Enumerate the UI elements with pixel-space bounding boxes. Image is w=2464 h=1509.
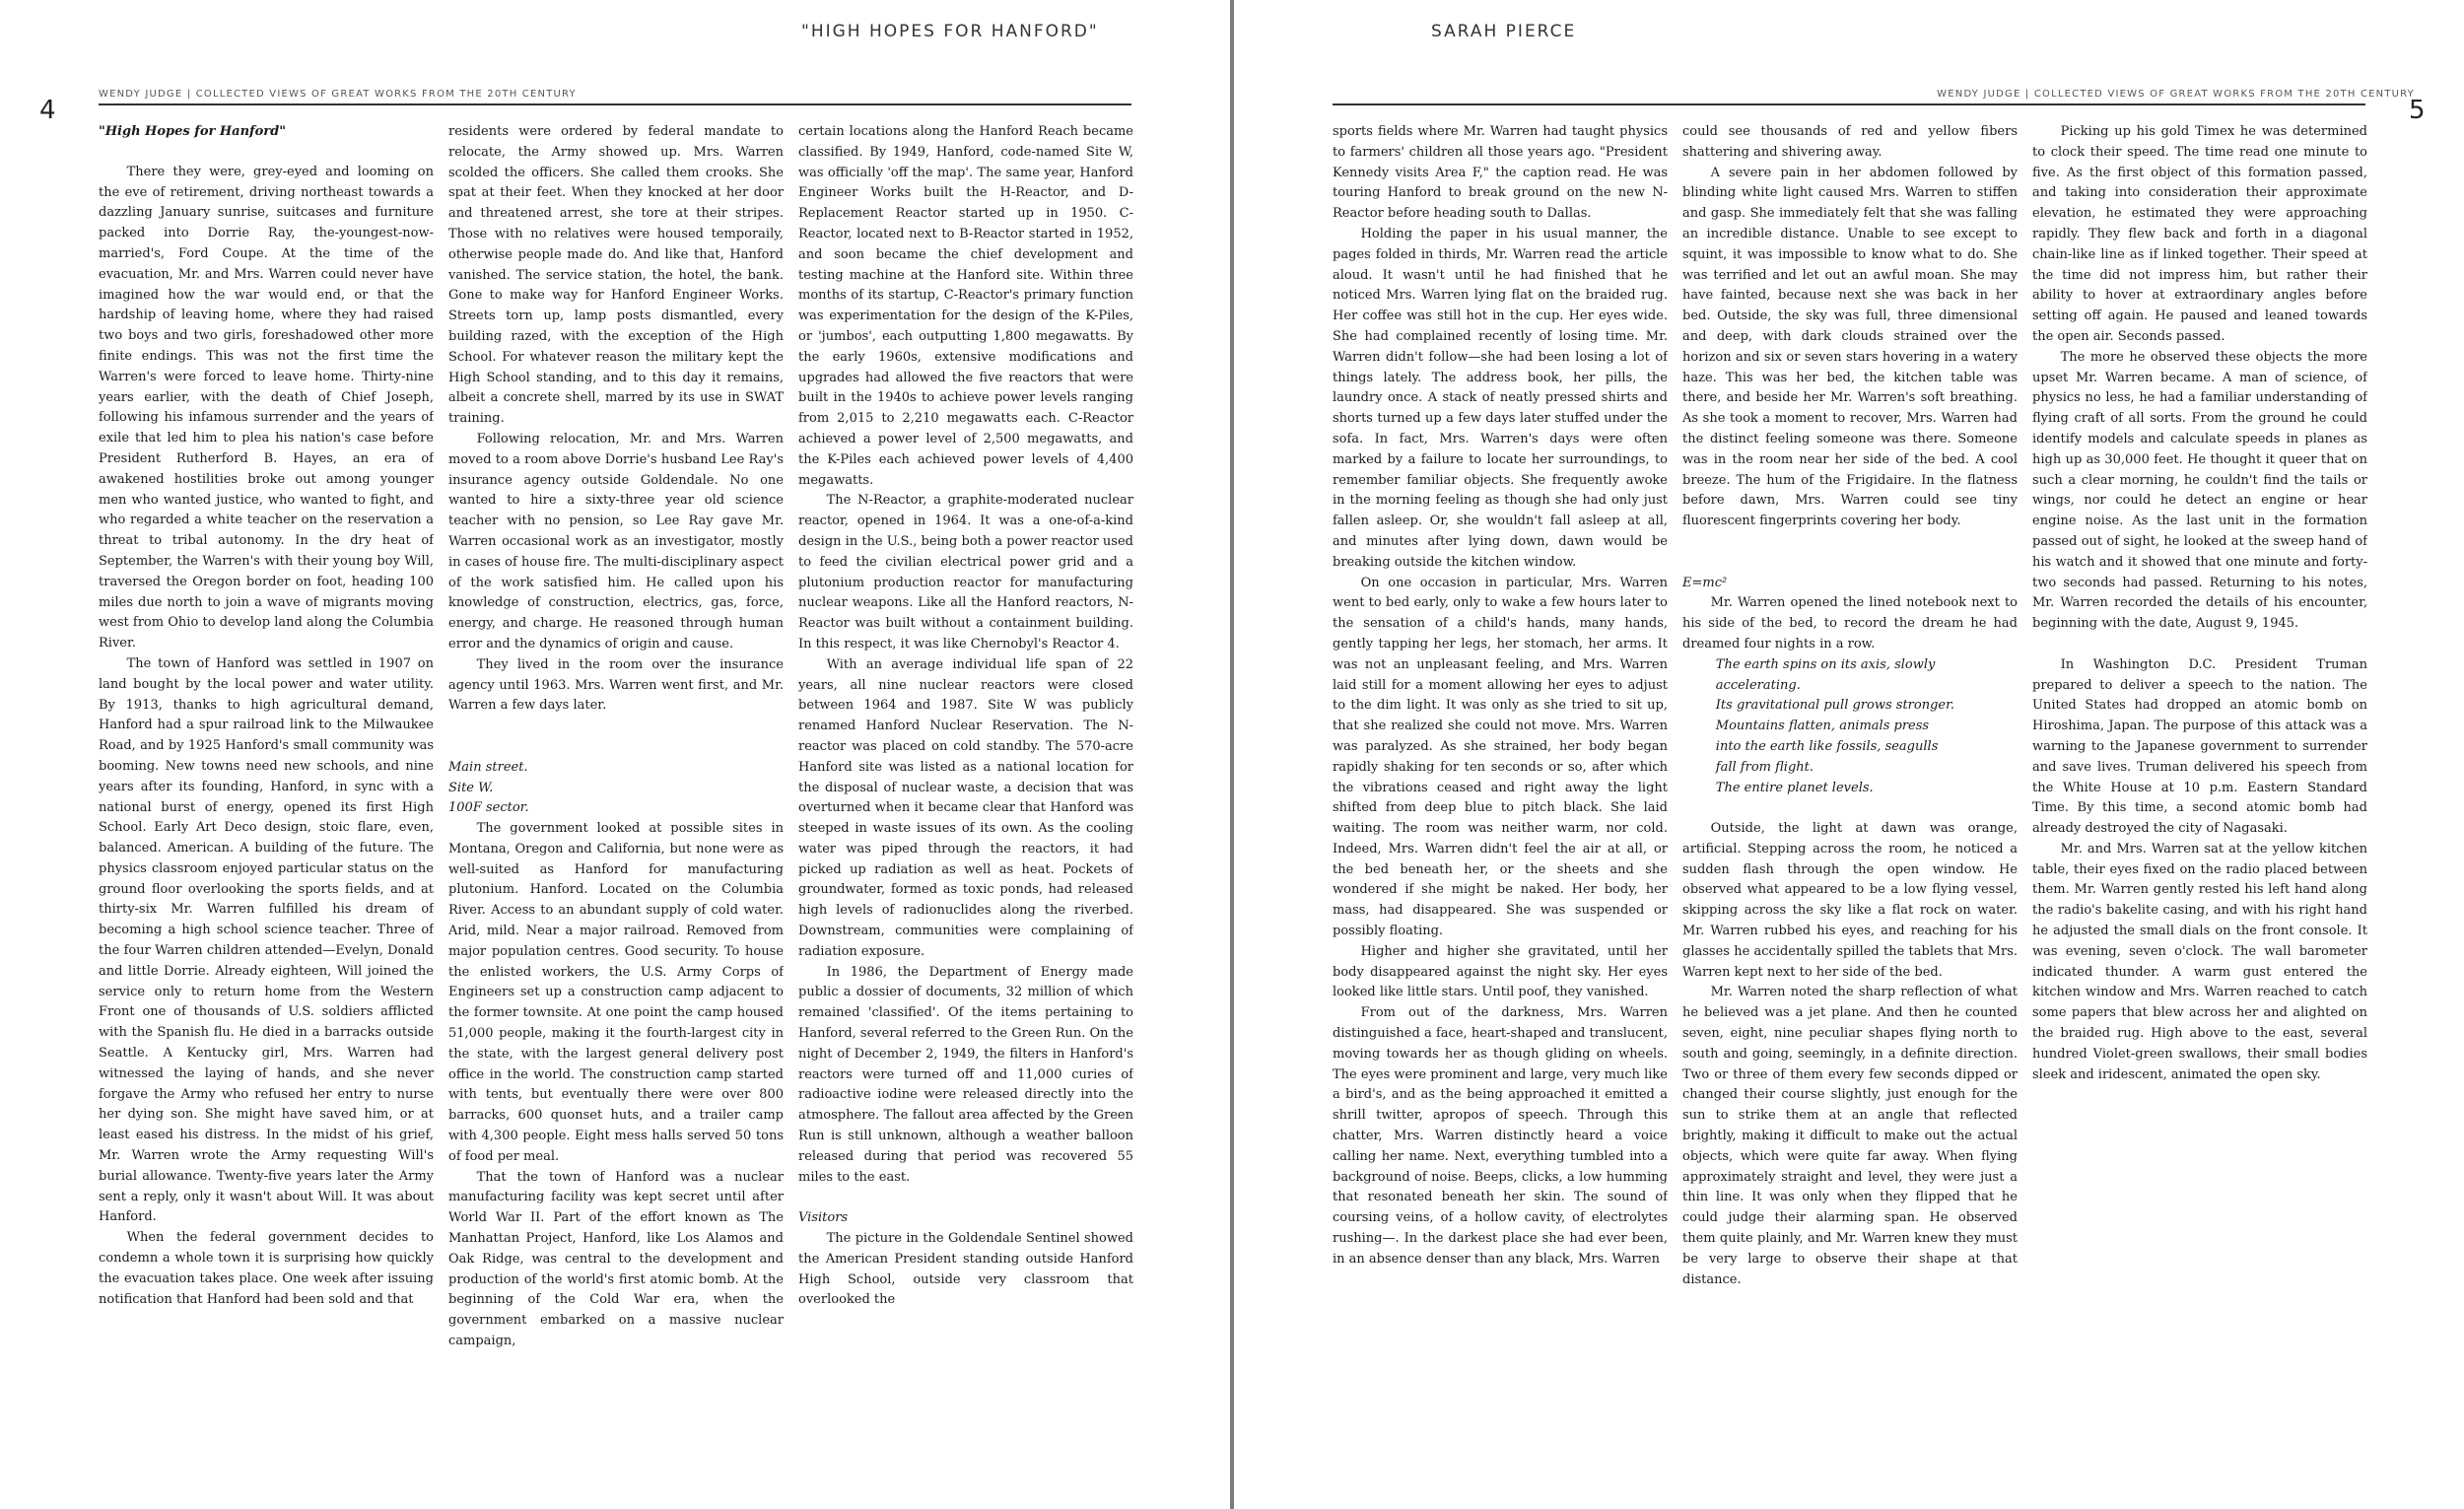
paragraph: certain locations along the Hanford Reach became classified. By 1949, Hanford, code-named Site W, was officially 'off the map'. The same year, Hanford Engineer Works built the H-Reactor, and D-Replacement Reactor started up in 1950. C-Reactor, located next to B-Reactor started in 1952, and soon became the chief development and testing machine at the Hanford site. Within three months of its startup, C-Reactor's primary function was experimentation for the design of the K-Piles, or 'jumbos', each outputting 1,800 megawatts. By the early 1960s, extensive modifications and upgrades had allowed the five reactors that were built in the 1940s to achieve power levels ranging from 2,015 to 2,210 megawatts each. C-Reactor achieved a power level of 2,500 megawatts, and the K-Piles each achieved power levels of 4,400 megawatts. — [798, 124, 1133, 488]
paragraph: That the town of Hanford was a nuclear manufacturing facility was kept secret until after World War II. Part of the effort known as The Manhattan Project, Hanford, like Los Alamos and Oak Ridge, was central to the development and production of the world's first atomic bomb. At the beginning of the Cold War era, when the government embarked on a massive nuclear campaign, — [448, 1169, 784, 1349]
paragraph: residents were ordered by federal mandate to relocate, the Army showed up. Mrs. Warren scolded the officers. She called them crooks. She spat at their feet. When they knocked at her door and threatened arrest, she tore at their stripes. Those with no relatives were housed temporaily, otherwise people made do. And like that, Hanford vanished. The service station, the hotel, the bank. Gone to make way for Hanford Engineer Works. Streets torn up, lamp posts dismantled, every building razed, with the exception of the High School. For whatever reason the military kept the High School standing, and to this day it remains, albeit a concrete shell, marred by its use in SWAT training. — [448, 124, 784, 427]
text-column-1 — [1333, 122, 1668, 1394]
poem-line: Its gravitational pull grows stronger. — [1715, 698, 1955, 714]
section-label: Visitors — [798, 1210, 849, 1226]
text-column-1 — [99, 122, 434, 1394]
running-head: SARAH PIERCE — [1431, 22, 1577, 41]
spacer — [1682, 553, 2018, 574]
paragraph: The picture in the Goldendale Sentinel showed the American President standing outside Hanford High School, outside very classroom that overlooked the — [798, 1231, 1133, 1308]
section-label: E=mc² — [1682, 575, 1728, 590]
paragraph: sports fields where Mr. Warren had taught physics to farmers' children all those years ago. "President Kennedy visits Area F," the caption read. He was touring Hanford to break ground on the new N-Reactor before heading south to Dallas. — [1333, 124, 1668, 222]
paragraph: The N-Reactor, a graphite-moderated nuclear reactor, opened in 1964. It was a one-of-a-kind design in the U.S., being both a power reactor used to feed the civilian electrical power grid and a plutonium production reactor for manufacturing nuclear weapons. Like all the Hanford reactors, N-Reactor was built without a containment building. In this respect, it was like Chernobyl's Reactor 4. — [798, 493, 1133, 652]
paragraph: There they were, grey-eyed and looming on the eve of retirement, driving northeast towards a dazzling January sunrise, suitcases and furniture packed into Dorrie Ray, the-youngest-now-married's, Ford Coupe. At the time of the evacuation, Mr. and Mrs. Warren could never have imagined how the war would end, or that the hardship of leaving home, where they had raised two boys and two girls, foreshadowed other more finite endings. This was not the first time the Warren's were forced to leave home. Thirty-nine years earlier, with the death of Chief Joseph, following his infamous surrender and the years of exile that led him to plea his nation's case before President Rutherford B. Hayes, an era of awakened hostilities broke out among younger men who wanted justice, who wanted to fight, and who regarded a white teacher on the reservation a threat to tribal autonomy. In the dry heat of September, the Warren's with their young boy Will, traversed the Oregon border on foot, heading 100 miles due north to join a wave of migrants moving west from Ohio to develop land along the Columbia River. — [99, 164, 434, 652]
section-label: Main street. — [448, 759, 528, 775]
series-line: WENDY JUDGE | COLLECTED VIEWS OF GREAT WORKS FROM THE 20TH CENTURY — [99, 89, 577, 100]
poem-line: into the earth like fossils, seagulls — [1715, 738, 1939, 754]
paragraph: A severe pain in her abdomen followed by blinding white light caused Mrs. Warren to stiffen and gasp. She immediately felt that she was falling an incredible distance. Unable to see except to squint, it was impossible to know what to do. She was terrified and let out an awful moan. She may have fainted, because next she was back in her bed. Outside, the sky was full, three dimensional and deep, with dark clouds strained over the horizon and six or seven stars hovering in a watery haze. This was her bed, the kitchen table was there, and beside her Mr. Warren's soft breathing. As she took a moment to recover, Mrs. Warren had the distinct feeling someone was there. Someone was in the room near her side of the bed. A cool breeze. The hum of the Frigidaire. In the flatness before dawn, Mrs. Warren could see tiny fluorescent fingerprints covering her body. — [1682, 165, 2018, 529]
paragraph: The government looked at possible sites in Montana, Oregon and California, but none were as well-suited as Hanford for manufacturing plutonium. Hanford. Located on the Columbia River. Access to an abundant supply of cold water. Arid, mild. Near a major railroad. Removed from major population centres. Good security. To house the enlisted workers, the U.S. Army Corps of Engineers set up a construction camp adjacent to the former townsite. At one point the camp housed 51,000 people, making it the fourth-largest city in the state, with the largest general delivery post office in the world. The construction camp started with tents, but eventually there were over 800 barracks, 600 quonset huts, and a trailer camp with 4,300 people. Eight mess halls served 50 tons of food per meal. — [448, 821, 784, 1164]
paragraph: Holding the paper in his usual manner, the pages folded in thirds, Mr. Warren read the article aloud. It wasn't until he had finished that he noticed Mrs. Warren lying flat on the braided rug. Her coffee was still hot in the cup. Her eyes wide. She had complained recently of losing time. Mr. Warren didn't follow—she had been losing a lot of things lately. The address book, her pills, the laundry once. A stack of neatly pressed shirts and shorts turned up a few days later stuffed under the sofa. In fact, Mrs. Warren's days were often marked by a failure to locate her surroundings, to remember familiar objects. She frequently awoke in the morning feeling as though she had only just fallen asleep. Or, she wouldn't fall asleep at all, and minutes after lying down, dawn would be breaking outside the kitchen window. — [1333, 226, 1668, 570]
spacer — [798, 1188, 1133, 1208]
spacer — [2032, 635, 2367, 655]
paragraph: With an average individual life span of 22 years, all nine nuclear reactors were closed between 1964 and 1987. Site W was publicly renamed Hanford Nuclear Reservation. The N-reactor was placed on cold standby. The 570-acre Hanford site was listed as a national location for the disposal of nuclear waste, a decision that was overturned when it became clear that Hanford was steeped in waste issues of its own. As the cooling water was piped through the reactors, it had picked up radiation as well as heat. Pockets of groundwater, formed as toxic ponds, had released high levels of radionuclides along the riverbed. Downstream, communities were complaining of radiation exposure. — [798, 656, 1133, 959]
spacer — [1682, 532, 2018, 553]
paragraph: They lived in the room over the insurance agency until 1963. Mrs. Warren went first, and Mr. Warren a few days later. — [448, 656, 784, 714]
paragraph: The town of Hanford was settled in 1907 on land bought by the local power and water utility. By 1913, thanks to high agricultural demand, Hanford had a spur railroad link to the Milwaukee Road, and by 1925 Hanford's small community was booming. New towns need new schools, and nine years after its founding, Hanford, in sync with a national burst of energy, opened its first High School. Early Art Deco design, stoic flare, even, balanced. American. A building of the future. The physics classroom enjoyed particular status on the ground floor overlooking the sports fields, and at thirty-six Mr. Warren fulfilled his dream of becoming a high school science teacher. Three of the four Warren children attended—Evelyn, Donald and little Dorrie. Already eighteen, Will joined the service only to return home from the Western Front one of thousands of U.S. soldiers afflicted with the Spanish flu. He died in a barracks outside Seattle. A Kentucky girl, Mrs. Warren had witnessed the laying of hands, and she never forgave the Army who refused her entry to nurse her dying son. She might have saved him, or at least eased his distress. In the midst of his grief, Mr. Warren wrote the Army requesting Will's burial allowance. Twenty-five years later the Army sent a reply, only it wasn't about Will. It was about Hanford. — [99, 655, 434, 1225]
text-column-2 — [448, 122, 784, 1394]
article-title: "High Hopes for Hanford" — [99, 124, 286, 139]
text-column-2 — [1682, 122, 2018, 1394]
section-label: 100F sector. — [448, 800, 529, 816]
header-rule — [99, 103, 1131, 105]
spacer — [448, 717, 784, 737]
paragraph: Following relocation, Mr. and Mrs. Warren moved to a room above Dorrie's husband Lee Ray's insurance agency outside Goldendale. No one wanted to hire a sixty-three year old science teacher with no pension, so Lee Ray gave Mr. Warren occasional work as an investigator, mostly in cases of house fire. The multi-disciplinary aspect of the work satisfied him. He called upon his knowledge of construction, electrics, gas, force, energy, and charge. He reasoned through human error and the dynamics of origin and cause. — [448, 431, 784, 652]
right-page — [1234, 0, 2464, 1509]
running-head: "HIGH HOPES FOR HANFORD" — [801, 22, 1099, 41]
series-line: WENDY JUDGE | COLLECTED VIEWS OF GREAT WORKS FROM THE 20TH CENTURY — [1937, 89, 2415, 100]
paragraph: From out of the darkness, Mrs. Warren distinguished a face, heart-shaped and translucent, moving towards her as though gliding on wheels. The eyes were prominent and large, very much like a bird's, and as the being approached it emitted a shrill twitter, apropos of speech. Through this chatter, Mrs. Warren distinctly heard a voice calling her name. Next, everything tumbled into a background of noise. Beeps, clicks, a low humming that resonated beneath her skin. The sound of coursing veins, of a hollow cavity, of electrolytes rushing—. In the darkest place she had ever been, in an absence denser than any black, Mrs. Warren — [1333, 1005, 1668, 1267]
page-number: 5 — [2409, 96, 2426, 125]
poem-line: fall from flight. — [1715, 759, 1814, 775]
left-page — [0, 0, 1230, 1509]
poem-line: The earth spins on its axis, slowly — [1715, 656, 1936, 672]
paragraph: In 1986, the Department of Energy made public a dossier of documents, 32 million of which remained 'classified'. Of the items pertaining to Hanford, several referred to the Green Run. On the night of December 2, 1949, the filters in Hanford's reactors were turned off and 11,000 curies of radioactive iodine were released directly into the atmosphere. The fallout area affected by the Green Run is still unknown, although a weather balloon released during that period was recovered 55 miles to the east. — [798, 964, 1133, 1185]
paragraph: Outside, the light at dawn was orange, artificial. Stepping across the room, he noticed a sudden flash through the open window. He observed what appeared to be a low flying vessel, skipping across the sky like a flat rock on water. Mr. Warren rubbed his eyes, and reaching for his glasses he accidentally spilled the tablets that Mrs. Warren kept next to her side of the bed. — [1682, 821, 2018, 980]
paragraph: could see thousands of red and yellow fibers shattering and shivering away. — [1682, 124, 2018, 160]
spacer — [448, 737, 784, 758]
paragraph: Picking up his gold Timex he was determined to clock their speed. The time read one minute to five. As the first object of this formation passed, and taking into consideration their approximate elevation, he estimated they were approaching rapidly. They flew back and forth in a diagonal chain-like line as if linked together. Their speed at the time did not impress him, but rather their ability to hover at extraordinary angles before setting off again. He paused and leaned towards the open air. Seconds passed. — [2032, 124, 2367, 344]
paragraph: Higher and higher she gravitated, until her body disappeared against the night sky. Her eyes looked like little stars. Until poof, they vanished. — [1333, 943, 1668, 1000]
paragraph: Mr. Warren noted the sharp reflection of what he believed was a jet plane. And then he counted seven, eight, nine peculiar shapes flying north to south and going, seemingly, in a definite direction. Two or three of them every few seconds dipped or changed their course slightly, just enough for the sun to strike them at an angle that reflected brightly, making it difficult to make out the actual objects, which were quite far away. When flying approximately straight and level, they were just a thin line. It was only when they flipped that he could judge their alarming span. He observed them quite plainly, and Mr. Warren knew they must be very large to observe their shape at that distance. — [1682, 985, 2018, 1287]
header-rule — [1333, 103, 2365, 105]
paragraph: When the federal government decides to condemn a whole town it is surprising how quickly the evacuation takes place. One week after issuing notification that Hanford had been sold and that — [99, 1230, 434, 1307]
paragraph: In Washington D.C. President Truman prepared to deliver a speech to the nation. The United States had dropped an atomic bomb on Hiroshima, Japan. The purpose of this attack was a warning to the Japanese government to surrender and save lives. Truman delivered his speech from the White House at 10 p.m. Eastern Standard Time. By this time, a second atomic bomb had already destroyed the city of Nagasaki. — [2032, 656, 2367, 837]
text-column-3 — [2032, 122, 2367, 1394]
poem-line: The entire planet levels. — [1715, 780, 1874, 795]
section-label: Site W. — [448, 780, 494, 795]
paragraph: Mr. and Mrs. Warren sat at the yellow kitchen table, their eyes fixed on the radio placed between them. Mr. Warren gently rested his left hand along the radio's bakelite casing, and with his right hand he adjusted the small dials on the front console. It was evening, seven o'clock. The wall barometer indicated thunder. A warm gust entered the kitchen window and Mrs. Warren reached to catch some papers that blew across her and alighted on the braided rug. High above to the east, several hundred Violet-green swallows, their small bodies sleek and iridescent, animated the open sky. — [2032, 841, 2367, 1082]
text-column-3 — [798, 122, 1133, 1394]
poem-line: Mountains flatten, animals press — [1715, 719, 1930, 734]
spacer — [1682, 798, 2018, 819]
paragraph: The more he observed these objects the more upset Mr. Warren became. A man of science, of physics no less, he had a familiar understanding of flying craft of all sorts. From the ground he could identify models and calculate speeds in planes as high up as 30,000 feet. He thought it queer that on such a clear morning, he couldn't find the tails or wings, nor could he detect an engine or hear engine noise. As the last unit in the formation passed out of sight, he looked at the sweep hand of his watch and it showed that one minute and forty-two seconds had passed. Returning to his notes, Mr. Warren recorded the details of his encounter, beginning with the date, August 9, 1945. — [2032, 349, 2367, 632]
paragraph: On one occasion in particular, Mrs. Warren went to bed early, only to wake a few hours later to the sensation of a child's hands, many hands, gently tapping her legs, her stomach, her arms. It was not an unpleasant feeling, and Mrs. Warren laid still for a moment allowing her eyes to adjust to the dim light. It was only as she tried to sit up, that she realized she could not move. Mrs. Warren was paralyzed. As she strained, her body began rapidly shaking for ten seconds or so, after which the vibrations ceased and right away the light shifted from deep blue to pitch black. She laid waiting. The room was neither warm, nor cold. Indeed, Mrs. Warren didn't feel the air at all, or the bed beneath her, or the sheets and she wondered if she might be naked. Her body, her mass, had disappeared. She was suspended or possibly floating. — [1333, 575, 1668, 939]
page-number: 4 — [39, 96, 56, 125]
paragraph: Mr. Warren opened the lined notebook next to his side of the bed, to record the dream he had dreamed four nights in a row. — [1682, 595, 2018, 652]
poem-line: accelerating. — [1715, 677, 1801, 693]
